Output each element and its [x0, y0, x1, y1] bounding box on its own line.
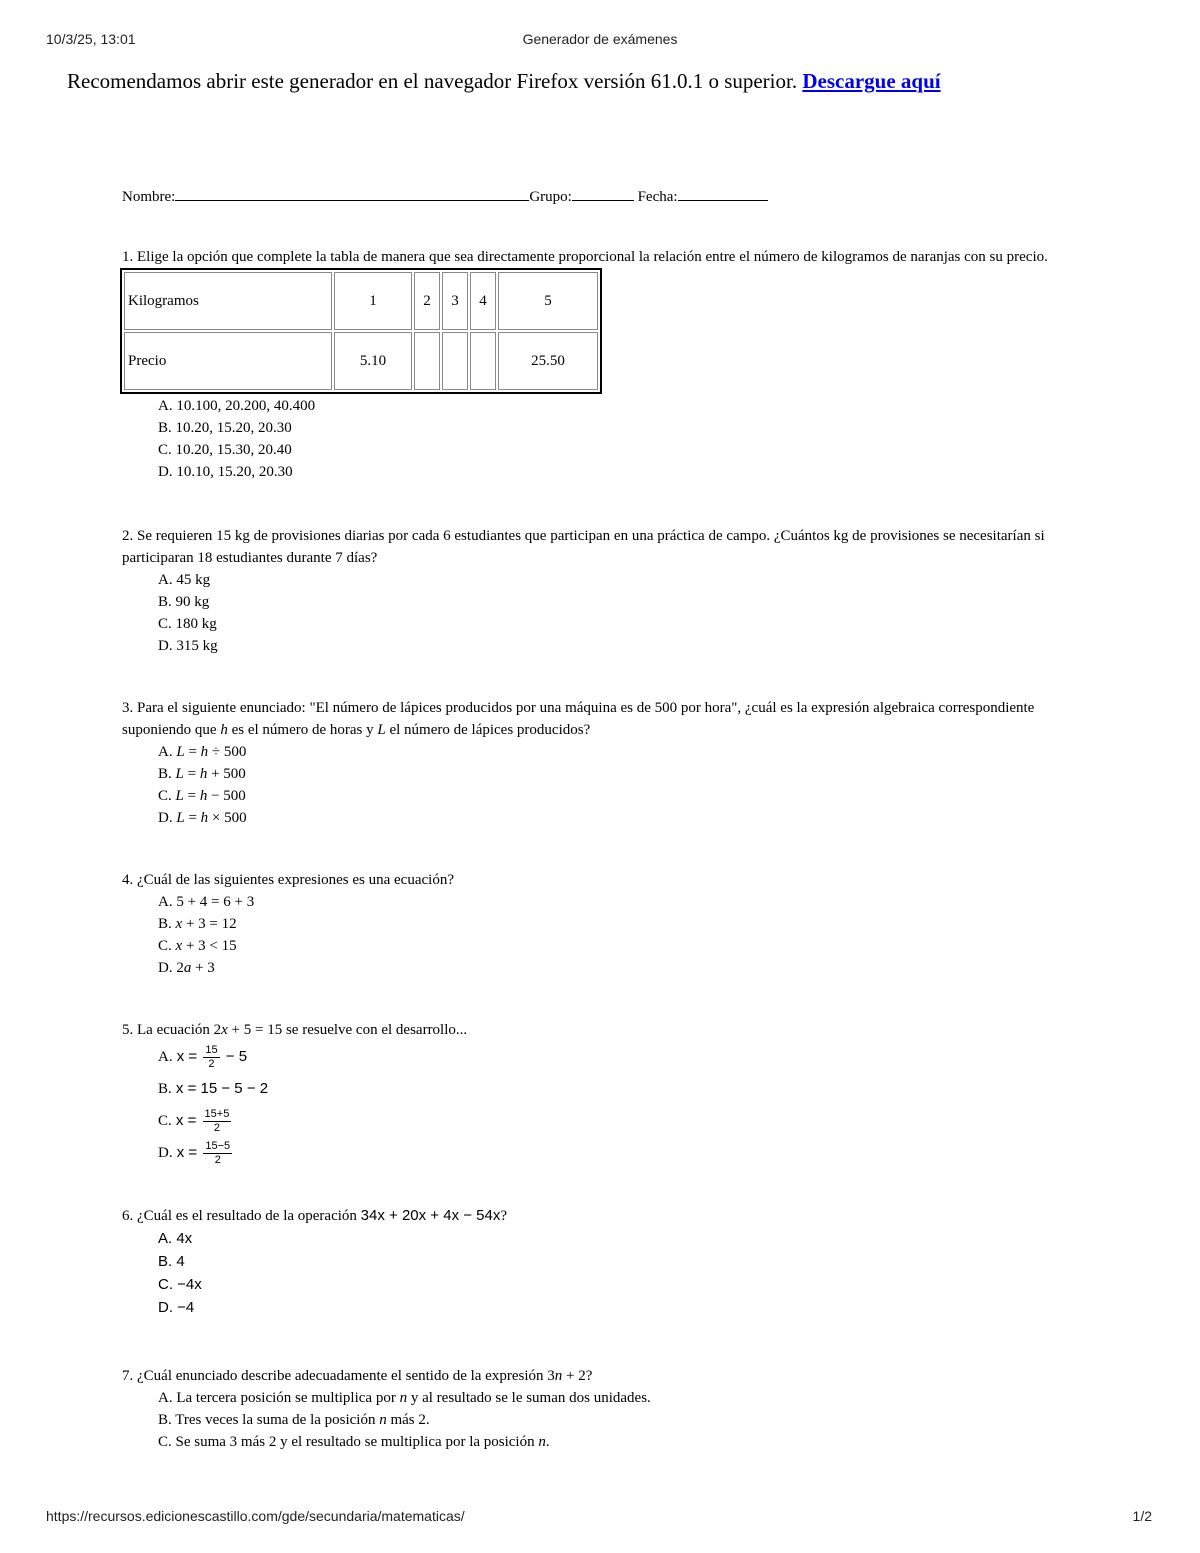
question-2-options [158, 569, 1082, 657]
question-text-part: + 2? [562, 1368, 593, 1384]
table-row-kilogramos [124, 272, 598, 330]
option-d[interactable] [158, 1137, 1082, 1169]
question-1-options [158, 395, 1082, 483]
math-var: h [199, 788, 208, 804]
question-3 [122, 697, 1082, 829]
question-1 [122, 246, 1082, 483]
question-5 [122, 1019, 1082, 1169]
table-cell-empty [414, 332, 440, 390]
math-pre: 2 [172, 960, 184, 976]
option-a[interactable]: A. 10.100, 20.200, 40.400 [158, 398, 316, 414]
table-cell: 3 [442, 272, 468, 330]
math-var: h [200, 810, 209, 826]
firefox-notice [67, 69, 941, 94]
option-a[interactable] [158, 1041, 1082, 1073]
math-var: L [377, 722, 386, 738]
option-d[interactable] [158, 807, 1082, 829]
student-info-line [122, 185, 1082, 208]
fraction-numerator: 15 [205, 1043, 218, 1056]
table-cell: Precio [124, 332, 332, 390]
option-d[interactable]: D. −4 [158, 1299, 195, 1316]
math-op: = [184, 744, 201, 760]
fraction-denominator: 2 [214, 1153, 221, 1166]
option-text: . [545, 1434, 550, 1450]
option-d[interactable] [158, 957, 1082, 979]
question-text-part: es el número de horas y [227, 722, 378, 738]
math-op: = [183, 766, 200, 782]
option-c[interactable]: C. 10.20, 15.30, 20.40 [158, 442, 292, 458]
exam-content [122, 185, 1082, 1493]
math-rest: + 3 < 15 [182, 938, 237, 954]
question-5-text [122, 1019, 1082, 1041]
option-letter: A. [158, 894, 173, 910]
table-cell: 4 [470, 272, 496, 330]
print-date: 10/3/25, 13:01 [46, 31, 136, 47]
question-7-text [122, 1365, 1082, 1387]
fraction [203, 1044, 219, 1071]
option-letter: A. [158, 744, 173, 760]
math-var: n [399, 1390, 408, 1406]
math-expression: 34x + 20x + 4x − 54x [360, 1207, 501, 1224]
page-header-title: Generador de exámenes [522, 31, 678, 47]
math-pre: x = [172, 1144, 202, 1161]
table-cell: 25.50 [498, 332, 598, 390]
firefox-notice-text: Recomendamos abrir este generador en el navegador Firefox versión 61.0.1 o superior. [67, 69, 798, 93]
math-rest: 5 + 4 = 6 + 3 [176, 894, 255, 910]
math-var: L [176, 744, 185, 760]
fraction [203, 1108, 232, 1135]
math-var: h [199, 766, 208, 782]
option-d[interactable]: D. 10.10, 15.20, 20.30 [158, 464, 293, 480]
fraction-numerator: 15−5 [205, 1139, 231, 1152]
question-4-options [158, 891, 1082, 979]
question-3-text [122, 697, 1082, 741]
option-b[interactable]: B. 4 [158, 1253, 185, 1270]
fraction-denominator: 2 [208, 1057, 215, 1070]
option-a[interactable] [158, 741, 1082, 763]
math-var: a [183, 960, 192, 976]
option-letter: B. [158, 766, 172, 782]
question-text-part: 7. ¿Cuál enunciado describe adecuadamente el sentido de la expresión 3 [122, 1368, 555, 1384]
question-text-part: 6. ¿Cuál es el resultado de la operación [122, 1208, 361, 1224]
option-c[interactable] [158, 935, 1082, 957]
question-6-options [158, 1227, 1082, 1319]
fraction-numerator: 15+5 [204, 1107, 230, 1120]
math-op: = [184, 810, 201, 826]
fraction [203, 1140, 232, 1167]
option-letter: D. [158, 810, 173, 826]
table-cell: 5.10 [334, 332, 412, 390]
question-text-part: 5. La ecuación 2 [122, 1022, 222, 1038]
option-a[interactable]: A. 45 kg [158, 572, 211, 588]
group-label: Grupo: [529, 189, 572, 205]
option-text: más 2. [386, 1412, 430, 1428]
option-b[interactable] [158, 913, 1082, 935]
table-cell: 1 [334, 272, 412, 330]
option-c[interactable]: C. 180 kg [158, 616, 217, 632]
question-text-part: el número de lápices producidos? [385, 722, 591, 738]
table-cell-empty [470, 332, 496, 390]
option-letter: D. [158, 960, 173, 976]
math-var: x [175, 938, 183, 954]
math-rest: − 500 [207, 788, 246, 804]
question-text-part: ? [500, 1208, 508, 1224]
math-pre: x = [171, 1112, 201, 1129]
math-var: n [554, 1368, 563, 1384]
math-var: L [176, 810, 185, 826]
date-blank [678, 185, 768, 201]
question-2-text: 2. Se requieren 15 kg de provisiones diarias por cada 6 estudiantes que participan en una práctica de campo. ¿Cuántos kg de provisiones se necesitarían si participaran 18 estudiantes durante 7 días? [122, 528, 1045, 566]
math-post: − 5 [221, 1048, 248, 1065]
table-cell: 5 [498, 272, 598, 330]
option-b[interactable] [158, 1073, 1082, 1105]
math-var: h [220, 722, 228, 738]
math-rest: + 500 [207, 766, 246, 782]
option-c[interactable] [158, 1105, 1082, 1137]
table-cell: Kilogramos [124, 272, 332, 330]
math-var: x [221, 1022, 228, 1038]
option-letter: B. [158, 916, 172, 932]
option-c[interactable]: C. −4x [158, 1276, 202, 1293]
question-text-part: + 5 = 15 se resuelve con el desarrollo... [227, 1022, 468, 1038]
table-row-precio [124, 332, 598, 390]
question-4 [122, 869, 1082, 979]
option-text: C. Se suma 3 más 2 y el resultado se multiplica por la posición [158, 1434, 539, 1450]
fraction-denominator: 2 [213, 1121, 220, 1134]
option-c[interactable] [158, 785, 1082, 807]
math-rest: + 3 = 12 [182, 916, 237, 932]
option-letter: A. [158, 1049, 173, 1065]
question-3-options [158, 741, 1082, 829]
proportion-table [120, 268, 602, 394]
math-rest: + 3 [191, 960, 215, 976]
math-op: = [183, 788, 200, 804]
question-7-options [158, 1387, 1082, 1453]
option-a[interactable] [158, 891, 1082, 913]
option-d[interactable]: D. 315 kg [158, 638, 218, 654]
option-c[interactable] [158, 1431, 1082, 1453]
download-link[interactable]: Descargue aquí [802, 69, 941, 93]
option-letter: C. [158, 788, 172, 804]
option-a[interactable]: A. 4x [158, 1230, 193, 1247]
question-5-options [158, 1041, 1082, 1169]
table-cell-empty [442, 332, 468, 390]
date-label: Fecha: [637, 189, 678, 205]
math-var: L [175, 788, 184, 804]
name-label: Nombre: [122, 189, 176, 205]
math-pre: x = [172, 1048, 202, 1065]
math-rest: ÷ 500 [208, 744, 247, 760]
question-6-text [122, 1205, 1082, 1227]
option-b[interactable]: B. 10.20, 15.20, 20.30 [158, 420, 292, 436]
math-var: n [538, 1434, 546, 1450]
question-2 [122, 525, 1082, 657]
question-text-part: 3. Para el siguiente enunciado: "El número de lápices producidos por una máquina es de 500 por hora", ¿cuál es la expresión algebraica correspondiente suponiendo que [122, 700, 1035, 738]
question-4-text: 4. ¿Cuál de las siguientes expresiones es una ecuación? [122, 872, 454, 888]
table-cell: 2 [414, 272, 440, 330]
footer-url: https://recursos.edicionescastillo.com/gde/secundaria/matematicas/ [46, 1508, 465, 1524]
math-var: L [175, 766, 184, 782]
question-1-text: 1. Elige la opción que complete la tabla de manera que sea directamente proporcional la relación entre el número de kilogramos de naranjas con su precio. [122, 249, 1048, 265]
math-rest: × 500 [208, 810, 247, 826]
math-var: x [175, 916, 183, 932]
question-7 [122, 1365, 1082, 1453]
option-text: A. La tercera posición se multiplica por [158, 1390, 400, 1406]
option-letter: C. [158, 1113, 172, 1129]
math-var: n [379, 1412, 387, 1428]
option-letter: C. [158, 938, 172, 954]
option-text: y al resultado se le suman dos unidades. [407, 1390, 651, 1406]
question-6 [122, 1205, 1082, 1319]
math-expression: x = 15 − 5 − 2 [171, 1080, 269, 1097]
group-blank [572, 185, 634, 201]
option-b[interactable] [158, 1409, 1082, 1431]
option-b[interactable]: B. 90 kg [158, 594, 210, 610]
option-b[interactable] [158, 763, 1082, 785]
option-a[interactable] [158, 1387, 1082, 1409]
math-var: h [200, 744, 209, 760]
option-letter: B. [158, 1081, 172, 1097]
name-blank [175, 185, 529, 201]
option-text: B. Tres veces la suma de la posición [158, 1412, 380, 1428]
page-number: 1/2 [1132, 1508, 1152, 1524]
option-letter: D. [158, 1145, 173, 1161]
